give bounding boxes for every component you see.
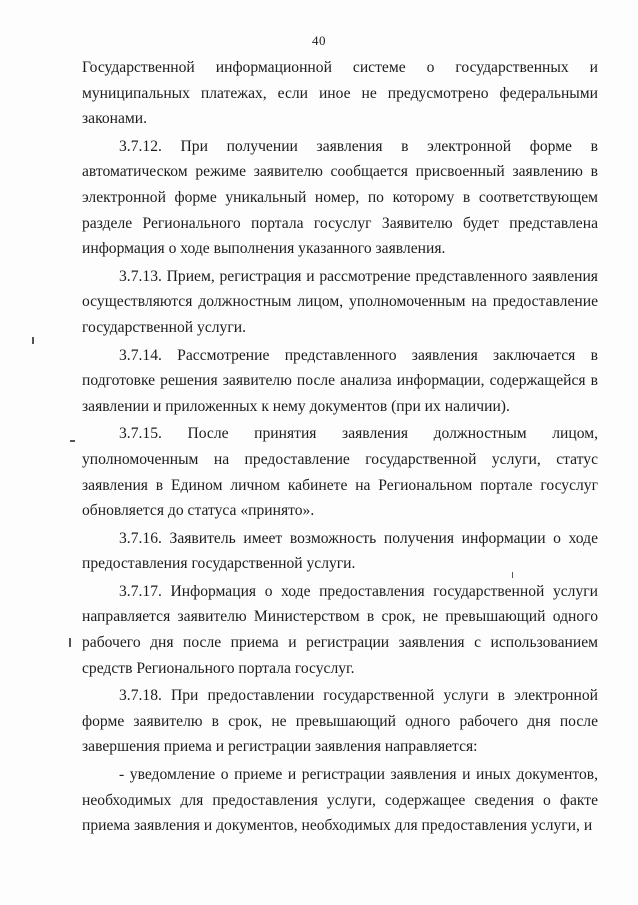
scan-speck <box>512 572 513 578</box>
paragraph-3-7-18: 3.7.18. При предоставлении государственной услуги в электронной форме заявителю в срок, не превышающий одного рабочего дня после завершения приема и регистрации заявления направляется: <box>82 687 598 756</box>
paragraph-3-7-17: 3.7.17. Информация о ходе предоставления государственной услуги направляется заявителю Министерством в срок, не превышающий одного рабочего дня после приема и регистрации заявления с использованием средств Регионального портала госуслуг. <box>82 582 598 677</box>
scan-speck <box>69 638 71 647</box>
paragraph-3-7-13: 3.7.13. Прием, регистрация и рассмотрение представленного заявления осуществляются должностным лицом, уполномоченным на предоставление государственной услуги. <box>82 267 598 336</box>
paragraph-3-7-14: 3.7.14. Рассмотрение представленного заявления заключается в подготовке решения заявителю после анализа информации, содержащейся в заявлении и приложенных к нему документов (при их наличии). <box>82 346 598 415</box>
paragraph-3-7-16: 3.7.16. Заявитель имеет возможность получения информации о ходе предоставления государственной услуги. <box>82 529 598 573</box>
document-body <box>82 55 598 839</box>
scan-speck <box>32 337 34 344</box>
paragraph-3-7-12: 3.7.12. При получении заявления в электронной форме в автоматическом режиме заявителю сообщается присвоенный заявлению в электронной форме уникальный номер, по которому в соответствующем разделе Регионального портала госуслуг Заявителю будет представлена информация о ходе выполнения указанного заявления. <box>82 137 598 258</box>
paragraph-list-item: - уведомление о приеме и регистрации заявления и иных документов, необходимых для предоставления услуги, содержащее сведения о факте приема заявления и документов, необходимых для предоставления услуги, и <box>82 766 598 835</box>
paragraph-continuation: Государственной информационной системе о государственных и муниципальных платежах, если иное не предусмотрено федеральными законами. <box>82 59 598 128</box>
page-number: 40 <box>312 33 326 48</box>
scan-speck <box>70 440 75 442</box>
paragraph-3-7-15: 3.7.15. После принятия заявления должностным лицом, уполномоченным на предоставление государственной услуги, статус заявления в Едином личном кабинете на Региональном портале госуслуг обновляется до статуса «принято». <box>82 425 598 520</box>
